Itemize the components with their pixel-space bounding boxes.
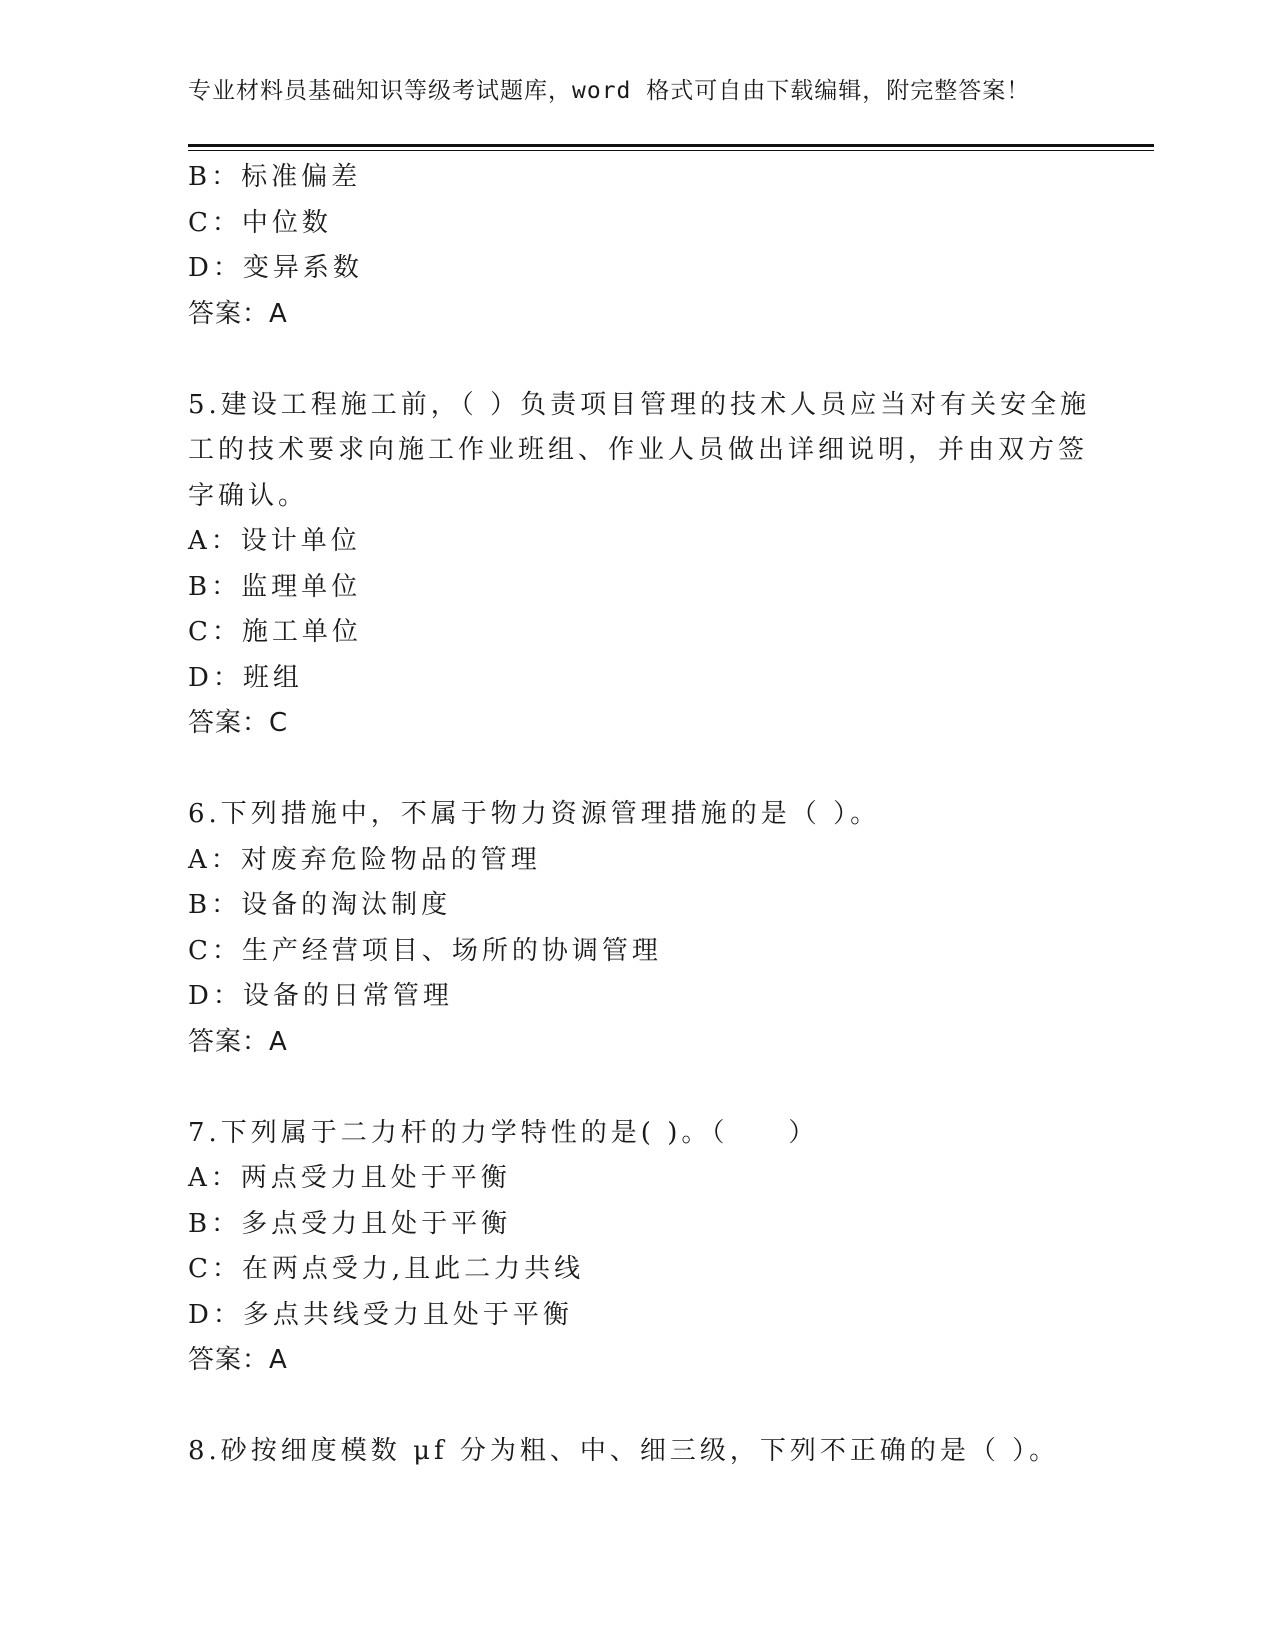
option-b: B：设备的淘汰制度 — [188, 890, 452, 920]
question-4 — [188, 155, 1088, 337]
question-stem-line: 工的技术要求向施工作业班组、作业人员做出详细说明，并由双方签 — [188, 435, 1089, 465]
option-a: A：两点受力且处于平衡 — [188, 1163, 511, 1193]
option-c: C：在两点受力,且此二力共线 — [188, 1254, 585, 1284]
question-stem: 8.砂按细度模数 μf 分为粗、中、细三级，下列不正确的是（ ）。 — [188, 1436, 1060, 1466]
answer: 答案：A — [188, 1026, 288, 1057]
question-7 — [188, 1111, 1088, 1384]
option-b: B：监理单位 — [188, 571, 362, 602]
option-a: A：对废弃危险物品的管理 — [188, 844, 541, 875]
answer: 答案：C — [188, 708, 289, 738]
spacer — [188, 337, 1088, 383]
option-d: D：变异系数 — [188, 253, 363, 283]
question-5 — [188, 383, 1091, 747]
question-stem — [188, 383, 1091, 520]
answer: 答案：A — [188, 298, 288, 329]
question-stem-line: 5.建设工程施工前，（ ）负责项目管理的技术人员应当对有关安全施 — [188, 389, 1091, 420]
question-stem-line: 字确认。 — [188, 480, 309, 511]
header-rule-thick — [188, 144, 1154, 147]
question-stem: 7.下列属于二力杆的力学特性的是( )。（ ） — [188, 1117, 819, 1148]
option-c: C：中位数 — [188, 207, 332, 238]
spacer — [188, 1384, 1088, 1430]
header-rule-thin — [188, 150, 1154, 151]
option-d: D：多点共线受力且处于平衡 — [188, 1299, 573, 1330]
option-b: B：多点受力且处于平衡 — [188, 1208, 512, 1239]
question-6 — [188, 792, 1088, 1065]
page-header: 专业材料员基础知识等级考试题库，word 格式可自由下载编辑，附完整答案！ — [188, 78, 1031, 104]
option-a: A：设计单位 — [188, 526, 361, 556]
answer: 答案：A — [188, 1345, 288, 1375]
spacer — [188, 1065, 1088, 1111]
question-8 — [188, 1429, 1088, 1475]
option-d: D：设备的日常管理 — [188, 981, 453, 1011]
question-stem: 6.下列措施中，不属于物力资源管理措施的是（ ）。 — [188, 799, 881, 829]
option-c: C：施工单位 — [188, 617, 362, 647]
option-c: C：生产经营项目、场所的协调管理 — [188, 935, 662, 966]
option-b: B：标准偏差 — [188, 162, 362, 192]
spacer — [188, 747, 1088, 793]
option-d: D：班组 — [188, 662, 303, 693]
question-content — [188, 155, 1091, 1475]
